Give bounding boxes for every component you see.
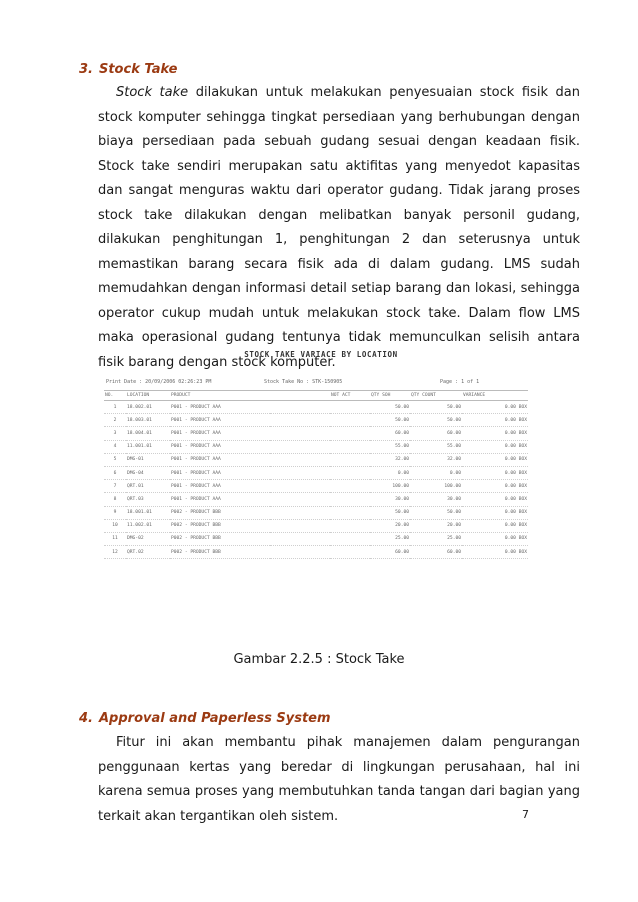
table-cell: 3 — [104, 427, 126, 440]
table-row — [104, 427, 528, 440]
report-meta — [104, 379, 528, 390]
table-cell — [330, 480, 370, 493]
table-cell — [270, 493, 330, 506]
col-header: QTY COUNT — [410, 391, 462, 401]
table-cell: 50.00 — [410, 506, 462, 519]
table-row — [104, 532, 528, 545]
table-cell: 12 — [104, 546, 126, 559]
table-cell: P001 - PRODUCT AAA — [170, 466, 270, 479]
report-table — [104, 390, 528, 559]
table-cell — [270, 546, 330, 559]
table-cell: 32.00 — [370, 453, 410, 466]
table-cell — [270, 427, 330, 440]
section-3-body: dilakukan untuk melakukan penyesuaian stock fisik dan stock komputer sehingga tingkat persediaan yang berhubungan dengan biaya persediaan pada sebuah gudang sesuai dengan keadaan fisik. Stock take sendiri merupakan satu aktifitas yang menyedot kapasitas dan sangat menguras waktu dari operator gudang. Tidak jarang proses stock take dilakukan dengan melibatkan banyak personil gudang, dilakukan penghitungan 1, penghitungan 2 dan seterusnya untuk memastikan barang secara fisik ada di dalam gudang. LMS sudah memudahkan dengan informasi detail setiap barang dan lokasi, sehingga operator cukup mudah untuk melakukan stock take. Dalam flow LMS maka operasional gudang tentunya tidak memunculkan selisih antara fisik barang dengan stock komputer. — [98, 85, 581, 370]
table-cell: 100.00 — [370, 480, 410, 493]
table-cell: 60.00 — [370, 546, 410, 559]
col-header — [270, 391, 330, 401]
table-cell: 11 — [104, 532, 126, 545]
table-cell: 2 — [104, 414, 126, 427]
table-cell — [270, 532, 330, 545]
table-cell: 11.001.01 — [126, 440, 170, 453]
table-cell — [270, 480, 330, 493]
table-cell: 0.00 BOX — [462, 506, 528, 519]
table-cell: 50.00 — [410, 401, 462, 414]
table-cell: 18.002.01 — [126, 401, 170, 414]
table-cell: 60.00 — [410, 546, 462, 559]
report-print-date: Print Date : 20/09/2006 02:26:23 PM — [106, 379, 212, 385]
table-row — [104, 480, 528, 493]
table-row — [104, 506, 528, 519]
figure-caption: Gambar 2.2.5 : Stock Take — [233, 652, 405, 667]
section-3-title: Stock Take — [98, 62, 178, 77]
table-cell — [270, 401, 330, 414]
col-header: PRODUCT — [170, 391, 270, 401]
table-cell: 11.002.01 — [126, 519, 170, 532]
table-cell — [270, 519, 330, 532]
table-cell — [270, 506, 330, 519]
table-cell: 0.00 BOX — [462, 427, 528, 440]
table-cell: 50.00 — [370, 506, 410, 519]
stock-take-report-figure — [104, 350, 528, 572]
col-header: LOCATION — [126, 391, 170, 401]
table-cell — [330, 506, 370, 519]
table-cell: 5 — [104, 453, 126, 466]
table-cell: 4 — [104, 440, 126, 453]
col-header: NOT ACT — [330, 391, 370, 401]
table-cell: 10 — [104, 519, 126, 532]
table-cell — [270, 440, 330, 453]
table-row — [104, 546, 528, 559]
report-page: Page : 1 of 1 — [440, 379, 480, 385]
table-cell — [270, 414, 330, 427]
section-3-paragraph — [98, 81, 580, 375]
table-cell: QRT.02 — [126, 546, 170, 559]
section-4-title: Approval and Paperless System — [98, 711, 331, 726]
table-cell: 0.00 — [410, 466, 462, 479]
table-cell: P001 - PRODUCT AAA — [170, 453, 270, 466]
report-stock-take-no: Stock Take No : STK-150905 — [264, 379, 343, 385]
section-3-heading — [79, 62, 177, 77]
table-cell: 6 — [104, 466, 126, 479]
table-cell: 50.00 — [370, 401, 410, 414]
table-cell: DMG-04 — [126, 466, 170, 479]
table-cell — [330, 493, 370, 506]
report-header-row — [104, 391, 528, 401]
table-cell: 20.00 — [370, 519, 410, 532]
table-cell: 25.00 — [410, 532, 462, 545]
section-4-heading — [79, 711, 331, 726]
report-table-body — [104, 401, 528, 559]
table-cell: 7 — [104, 480, 126, 493]
section-4-body: Fitur ini akan membantu pihak manajemen dalam pengurangan penggunaan kertas yang beredar di lingkungan perusahaan, hal ini karena semua proses yang membutuhkan tanda tangan dari bagian yang terkait akan tergantikan oleh sistem. — [98, 735, 580, 824]
table-cell: 100.00 — [410, 480, 462, 493]
table-cell: 1 — [104, 401, 126, 414]
table-cell: P002 - PRODUCT BBB — [170, 546, 270, 559]
table-cell: DMG-02 — [126, 532, 170, 545]
table-cell: P002 - PRODUCT BBB — [170, 519, 270, 532]
table-cell: 18.004.01 — [126, 427, 170, 440]
table-row — [104, 401, 528, 414]
table-cell — [270, 466, 330, 479]
table-cell: 0.00 BOX — [462, 466, 528, 479]
table-cell: P002 - PRODUCT BBB — [170, 532, 270, 545]
table-cell: 0.00 BOX — [462, 480, 528, 493]
table-cell: 60.00 — [410, 427, 462, 440]
table-cell: 0.00 BOX — [462, 493, 528, 506]
table-cell — [330, 401, 370, 414]
table-cell — [330, 453, 370, 466]
table-cell: P001 - PRODUCT AAA — [170, 480, 270, 493]
table-cell — [330, 440, 370, 453]
table-cell: 55.00 — [370, 440, 410, 453]
section-3-number: 3. — [79, 62, 93, 77]
table-cell: P001 - PRODUCT AAA — [170, 401, 270, 414]
table-row — [104, 414, 528, 427]
table-cell — [330, 414, 370, 427]
table-cell: 0.00 BOX — [462, 414, 528, 427]
col-header: QTY SOH — [370, 391, 410, 401]
table-cell — [330, 519, 370, 532]
table-cell: DMG-01 — [126, 453, 170, 466]
page-number: 7 — [522, 808, 529, 821]
table-cell — [330, 466, 370, 479]
table-row — [104, 519, 528, 532]
table-cell: QRT.01 — [126, 480, 170, 493]
table-cell — [330, 427, 370, 440]
table-cell: 55.00 — [410, 440, 462, 453]
table-cell: 18.003.01 — [126, 414, 170, 427]
table-cell: 0.00 BOX — [462, 401, 528, 414]
table-cell: 20.00 — [410, 519, 462, 532]
table-cell: 30.00 — [370, 493, 410, 506]
table-cell — [330, 546, 370, 559]
table-cell — [270, 453, 330, 466]
table-cell: P001 - PRODUCT AAA — [170, 427, 270, 440]
table-cell: 32.00 — [410, 453, 462, 466]
table-cell: 25.00 — [370, 532, 410, 545]
table-cell: 9 — [104, 506, 126, 519]
table-cell: 0.00 BOX — [462, 440, 528, 453]
table-row — [104, 440, 528, 453]
table-cell: P002 - PRODUCT BBB — [170, 506, 270, 519]
table-cell: 0.00 — [370, 466, 410, 479]
section-4-number: 4. — [79, 711, 93, 726]
report-title: STOCK TAKE VARIACE BY LOCATION — [244, 350, 398, 359]
col-header: VARIANCE — [462, 391, 528, 401]
table-cell: 50.00 — [410, 414, 462, 427]
table-cell — [330, 532, 370, 545]
table-cell: 0.00 BOX — [462, 519, 528, 532]
table-cell: 0.00 BOX — [462, 453, 528, 466]
section-3-lead-term: Stock take — [116, 85, 189, 100]
section-4-paragraph — [98, 731, 580, 829]
table-row — [104, 453, 528, 466]
table-row — [104, 493, 528, 506]
table-cell: P001 - PRODUCT AAA — [170, 440, 270, 453]
table-cell: 50.00 — [370, 414, 410, 427]
table-cell: 30.00 — [410, 493, 462, 506]
table-cell: QRT.03 — [126, 493, 170, 506]
table-cell: 60.00 — [370, 427, 410, 440]
table-cell: 18.001.01 — [126, 506, 170, 519]
table-cell: 0.00 BOX — [462, 532, 528, 545]
table-cell: 0.00 BOX — [462, 546, 528, 559]
table-cell: P001 - PRODUCT AAA — [170, 414, 270, 427]
table-cell: P001 - PRODUCT AAA — [170, 493, 270, 506]
col-header: NO. — [104, 391, 126, 401]
table-cell: 8 — [104, 493, 126, 506]
table-row — [104, 466, 528, 479]
